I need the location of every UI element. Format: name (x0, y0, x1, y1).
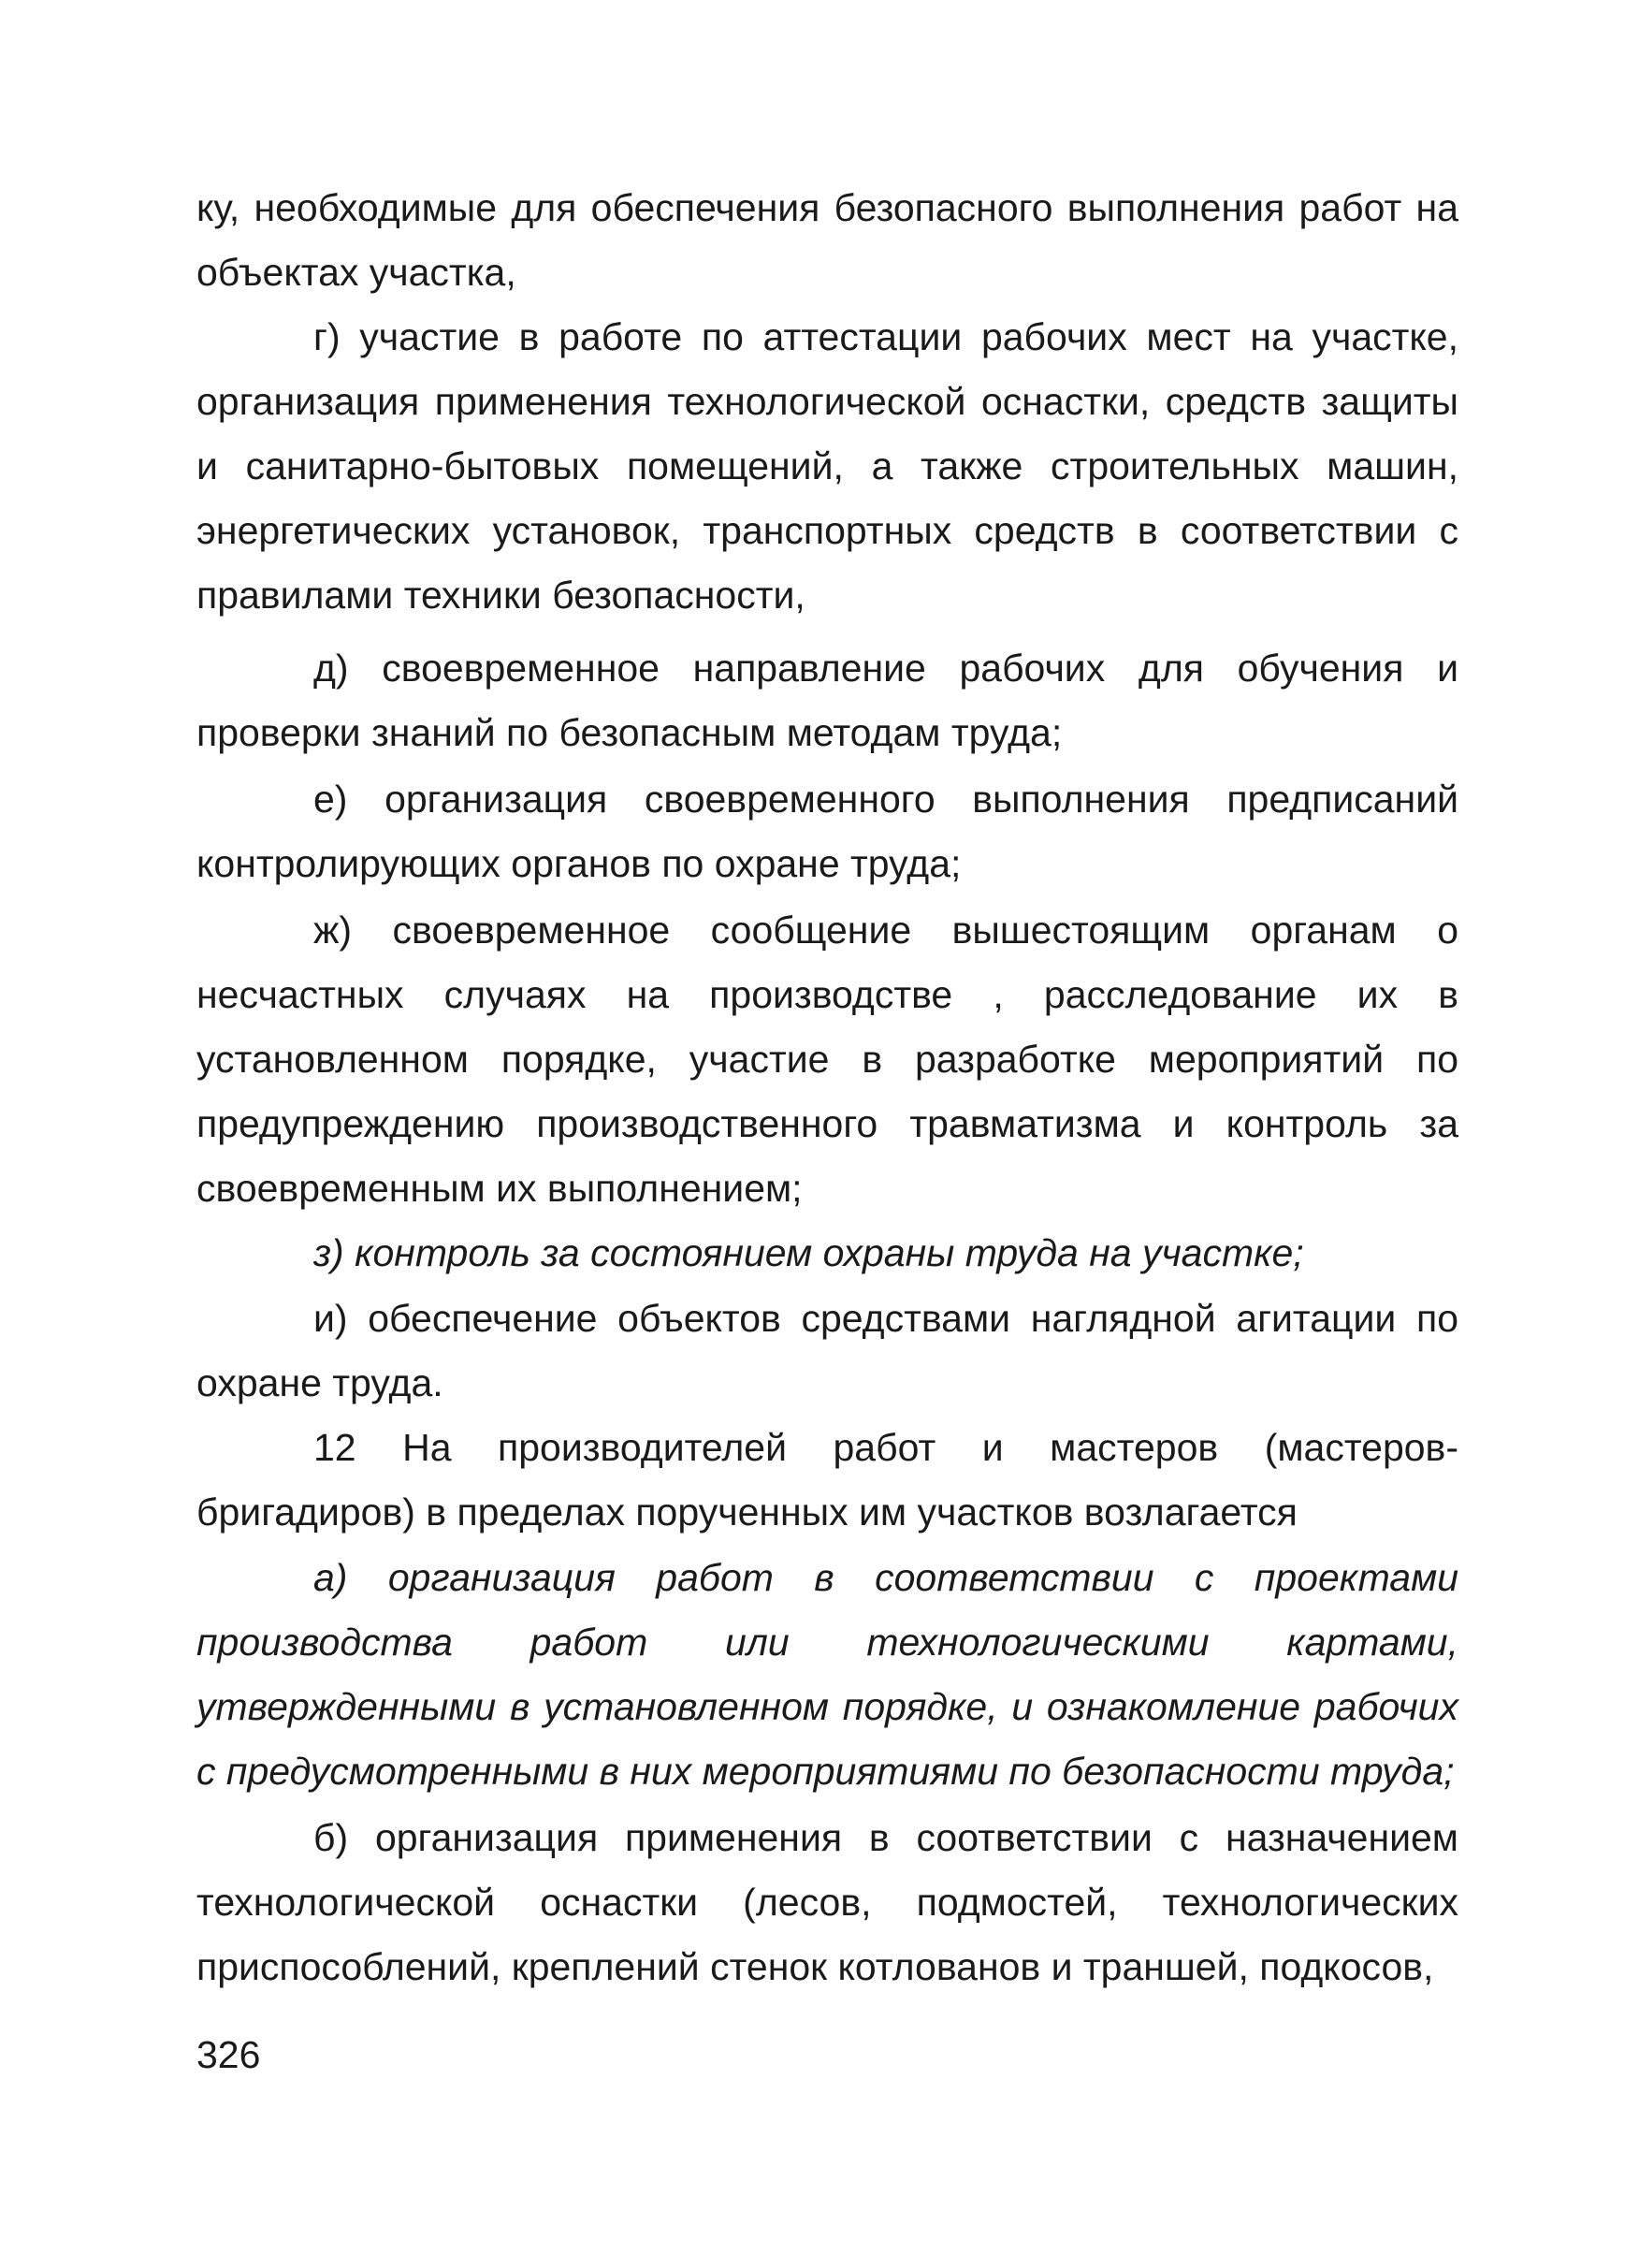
paragraph-item-g: г) участие в работе по аттестации рабочих мест на участке, организация применения технологической оснастки, средств защиты и санитарно-бытовых помещений, а также строительных машин, энергетических установок, транспортных средств в соответствии с правилами техники безопасности, (196, 315, 1458, 617)
section-12-paragraph: 12 На производителей работ и мастеров (мастеров-бригадиров) в пределах порученных им участков возлагается (196, 1426, 1458, 1534)
paragraph-item-b: б) организация применения в соответствии с назначением технологической оснастки (лесов, подмостей, технологических приспособлений, креплений стенок котлованов и траншей, подкосов, (196, 1816, 1458, 1988)
paragraph-item-z: з) контроль за состоянием охраны труда на участке; (313, 1231, 1304, 1274)
paragraph-item-e: е) организация своевременного выполнения предписаний контролирующих органов по охране труда; (196, 778, 1458, 885)
page-number: 326 (196, 2033, 261, 2076)
paragraph-continuation: ку, необходимые для обеспечения безопасного выполнения работ на объектах участка, (196, 186, 1458, 294)
paragraph-item-a: а) организация работ в соответствии с проектами производства работ или технологическими картами, утвержденными в установленном порядке, и ознакомление рабочих с предусмотренными в них мероприятиями по безопасности труда; (196, 1556, 1458, 1793)
paragraph-item-d: д) своевременное направление рабочих для обучения и проверки знаний по безопасным методам труда; (196, 647, 1458, 754)
paragraph-item-i: и) обеспечение объектов средствами наглядной агитации по охране труда. (196, 1297, 1458, 1404)
paragraph-item-zh: ж) своевременное сообщение вышестоящим органам о несчастных случаях на производстве , расследование их в установленном порядке, участие в разработке мероприятий по предупреждению производственного травматизма и контроль за своевременным их выполнением; (196, 909, 1458, 1210)
